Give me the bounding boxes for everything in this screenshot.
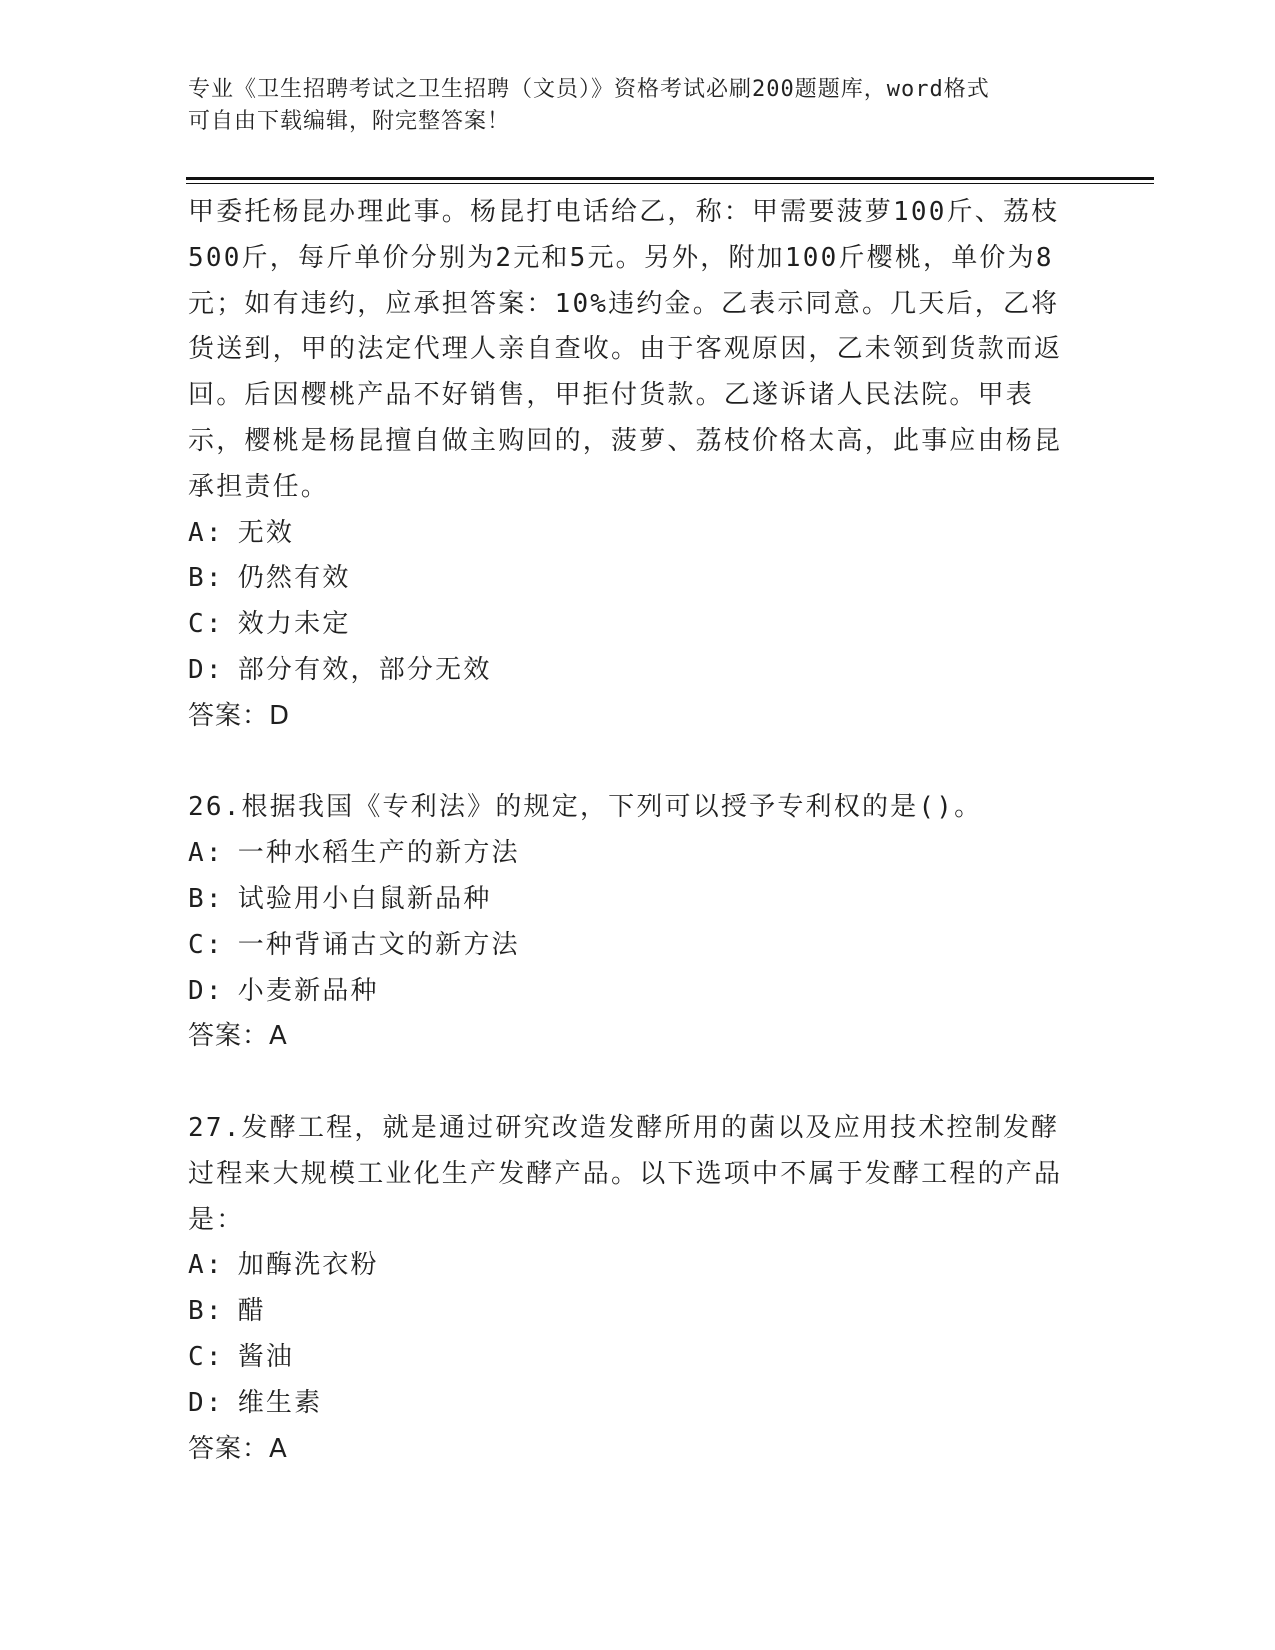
option-text: 一种背诵古文的新方法 bbox=[237, 929, 520, 960]
option-key: D: bbox=[188, 975, 224, 1006]
question-stem: 26.根据我国《专利法》的规定，下列可以授予专利权的是()。 bbox=[188, 792, 983, 823]
option-c bbox=[188, 1335, 1073, 1381]
option-b bbox=[188, 1289, 1073, 1335]
option-key: A: bbox=[188, 838, 224, 869]
option-key: D: bbox=[188, 1387, 224, 1418]
question-stem: 27.发酵工程，就是通过研究改造发酵所用的菌以及应用技术控制发酵过程来大规模工业化生产发酵产品。以下选项中不属于发酵工程的产品是： bbox=[188, 1112, 1063, 1235]
option-a bbox=[188, 1243, 1073, 1289]
option-d bbox=[188, 648, 1073, 694]
question-26 bbox=[188, 785, 1073, 1060]
question-27 bbox=[188, 1106, 1073, 1472]
option-text: 醋 bbox=[237, 1296, 266, 1327]
option-text: 小麦新品种 bbox=[237, 975, 379, 1006]
document-header bbox=[188, 74, 1068, 138]
option-key: C: bbox=[188, 609, 224, 640]
option-text: 酱油 bbox=[237, 1341, 295, 1372]
option-text: 无效 bbox=[237, 517, 295, 548]
answer-label: 答案：A bbox=[188, 1021, 288, 1052]
option-c bbox=[188, 602, 1073, 648]
answer-label: 答案：D bbox=[188, 700, 291, 731]
option-key: C: bbox=[188, 929, 224, 960]
option-a bbox=[188, 511, 1073, 557]
option-key: D: bbox=[188, 654, 224, 685]
option-text: 加酶洗衣粉 bbox=[237, 1250, 379, 1281]
header-divider-thin bbox=[186, 183, 1154, 184]
option-b bbox=[188, 556, 1073, 602]
document-body bbox=[188, 190, 1073, 1472]
option-text: 一种水稻生产的新方法 bbox=[237, 838, 520, 869]
question-25 bbox=[188, 190, 1073, 740]
option-key: B: bbox=[188, 563, 224, 594]
option-a bbox=[188, 831, 1073, 877]
option-text: 维生素 bbox=[237, 1387, 323, 1418]
option-key: C: bbox=[188, 1341, 224, 1372]
option-text: 试验用小白鼠新品种 bbox=[237, 883, 492, 914]
option-d bbox=[188, 969, 1073, 1015]
answer-label: 答案：A bbox=[188, 1433, 288, 1464]
option-text: 仍然有效 bbox=[237, 563, 351, 594]
option-key: B: bbox=[188, 1296, 224, 1327]
question-spacer bbox=[188, 740, 1073, 786]
option-key: A: bbox=[188, 517, 224, 548]
header-line-1: 专业《卫生招聘考试之卫生招聘（文员）》资格考试必刷200题题库，word格式 bbox=[188, 77, 990, 102]
option-key: B: bbox=[188, 883, 224, 914]
header-line-2: 可自由下载编辑，附完整答案！ bbox=[188, 109, 511, 134]
option-text: 部分有效，部分无效 bbox=[237, 654, 492, 685]
header-divider-thick bbox=[186, 177, 1154, 180]
question-spacer bbox=[188, 1060, 1073, 1106]
option-b bbox=[188, 877, 1073, 923]
option-c bbox=[188, 923, 1073, 969]
option-text: 效力未定 bbox=[237, 609, 351, 640]
option-d bbox=[188, 1381, 1073, 1427]
question-stem: 甲委托杨昆办理此事。杨昆打电话给乙，称：甲需要菠萝100斤、荔枝500斤，每斤单价分别为2元和5元。另外，附加100斤樱桃，单价为8元；如有违约，应承担答案：10%违约金。乙表示同意。几天后，乙将货送到，甲的法定代理人亲自查收。由于客观原因，乙未领到货款而返回。后因樱桃产品不好销售，甲拒付货款。乙遂诉诸人民法院。甲表示，樱桃是杨昆擅自做主购回的，菠萝、荔枝价格太高，此事应由杨昆承担责任。 bbox=[188, 197, 1063, 502]
option-key: A: bbox=[188, 1250, 224, 1281]
